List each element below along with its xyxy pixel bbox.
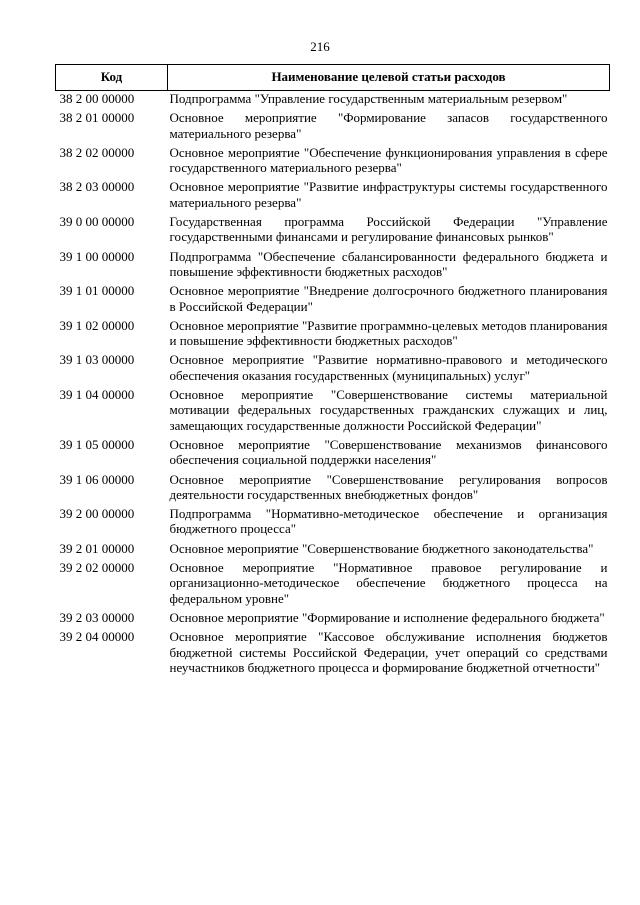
- row-name: Основное мероприятие "Формирование запасов государственного материального резерва": [169, 110, 608, 141]
- row-code: 38 2 00 00000: [59, 91, 135, 106]
- row-code: 39 2 00 00000: [59, 506, 135, 522]
- header-code: Код: [56, 65, 168, 91]
- table-row: [56, 249, 610, 284]
- row-code: 39 0 00 00000: [59, 214, 135, 230]
- row-code: 39 1 03 00000: [59, 352, 135, 368]
- row-code: 39 1 00 00000: [59, 248, 135, 264]
- table-row: [56, 214, 610, 249]
- header-name: Наименование целевой статьи расходов: [168, 65, 610, 91]
- row-code: 38 2 02 00000: [59, 144, 135, 160]
- table-row: [56, 472, 610, 507]
- row-name: Подпрограмма "Обеспечение сбалансированности федерального бюджета и повышение эффективности бюджетных расходов": [169, 248, 608, 279]
- table-row: [56, 110, 610, 145]
- row-name: Основное мероприятие "Обеспечение функционирования управления в сфере государственного материального резерва": [169, 144, 608, 176]
- table-row: [56, 91, 610, 111]
- row-code: 38 2 01 00000: [59, 110, 135, 126]
- page-number: 216: [310, 39, 330, 54]
- table-row: [56, 610, 610, 629]
- table-header-row: [56, 65, 610, 91]
- row-name: Основное мероприятие "Совершенствование системы материальной мотивации федеральных государственных гражданских служащих и лиц, замещающих государственные должности Российской Федерации": [169, 387, 608, 433]
- row-code: 39 2 04 00000: [59, 629, 135, 645]
- row-name: Основное мероприятие "Развитие инфраструктуры системы государственного материального резерва": [169, 179, 608, 210]
- row-name: Подпрограмма "Управление государственным материальным резервом": [169, 91, 568, 106]
- table-row: [56, 506, 610, 541]
- table-row: [56, 352, 610, 387]
- row-code: 39 2 02 00000: [59, 560, 135, 576]
- row-name: Основное мероприятие "Внедрение долгосрочного бюджетного планирования в Российской Федерации": [169, 283, 608, 314]
- table-row: [56, 560, 610, 610]
- table-row: [56, 318, 610, 353]
- table-row: [56, 145, 610, 180]
- table-row: [56, 387, 610, 437]
- table-row: [56, 437, 610, 472]
- row-code: 38 2 03 00000: [59, 179, 135, 195]
- row-name: Основное мероприятие "Развитие программно-целевых методов планирования и повышение эффективности бюджетных расходов": [169, 317, 608, 349]
- row-name: Основное мероприятие "Нормативное правовое регулирование и организационно-методическое обеспечение бюджетного процесса на федеральном уровне": [169, 560, 608, 606]
- table-row: [56, 179, 610, 214]
- row-name: Основное мероприятие "Развитие нормативно-правового и методического обеспечения оказания государственных (муниципальных) услуг": [169, 352, 608, 383]
- table-row: [56, 629, 610, 679]
- row-code: 39 1 02 00000: [59, 317, 135, 333]
- row-name: Основное мероприятие "Совершенствование регулирования вопросов деятельности государственных внебюджетных фондов": [169, 471, 608, 502]
- table-row: [56, 283, 610, 318]
- row-code: 39 1 05 00000: [59, 436, 135, 452]
- row-name: Основное мероприятие "Формирование и исполнение федерального бюджета": [169, 609, 605, 625]
- row-code: 39 1 01 00000: [59, 283, 135, 299]
- row-code: 39 1 06 00000: [59, 471, 135, 487]
- row-code: 39 2 03 00000: [59, 609, 135, 625]
- row-name: Основное мероприятие "Совершенствование механизмов финансового обеспечения социальной поддержки населения": [169, 436, 608, 468]
- row-code: 39 2 01 00000: [59, 540, 135, 556]
- row-name: Основное мероприятие "Совершенствование бюджетного законодательства": [169, 540, 594, 556]
- expense-codes-table: [55, 64, 610, 679]
- row-name: Основное мероприятие "Кассовое обслуживание исполнения бюджетов бюджетной системы Российской Федерации, учет операций со средствами неучастников бюджетного процесса и формирование бюджетной отчетности": [169, 629, 608, 675]
- row-code: 39 1 04 00000: [59, 387, 135, 403]
- row-name: Государственная программа Российской Федерации "Управление государственными финансами и регулирование финансовых рынков": [169, 214, 608, 245]
- row-name: Подпрограмма "Нормативно-методическое обеспечение и организация бюджетного процесса": [169, 506, 608, 537]
- table-row: [56, 541, 610, 560]
